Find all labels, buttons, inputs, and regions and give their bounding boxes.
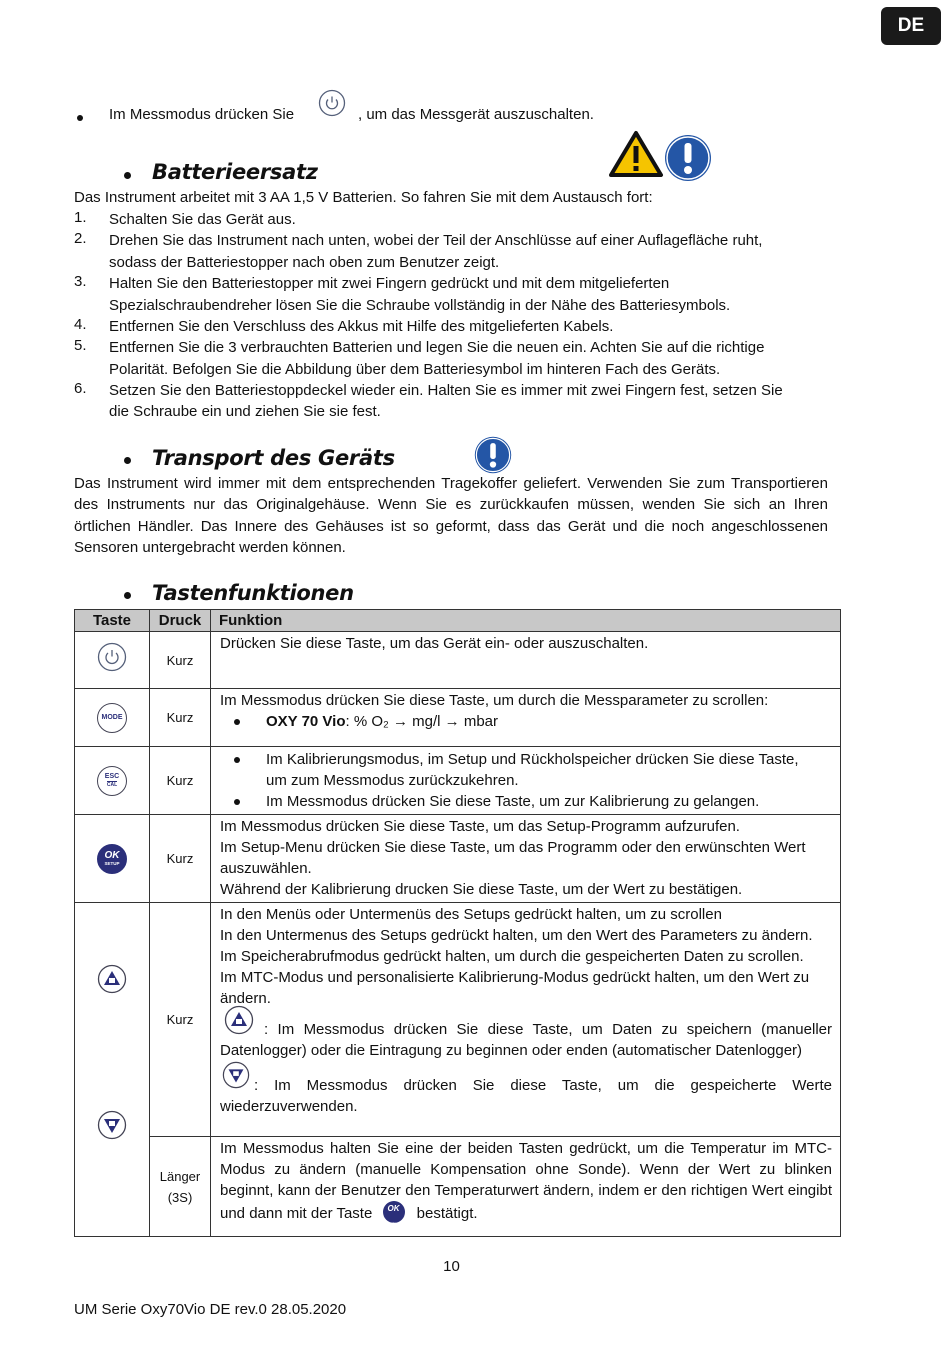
mode-key-icon (97, 703, 127, 733)
intro-text-end: , um das Messgerät auszuschalten. (358, 106, 594, 123)
step-number: 1. (74, 209, 87, 226)
table-row (75, 903, 841, 1137)
key-functions-table (74, 609, 841, 1237)
battery-heading: Batterieersatz (152, 160, 318, 184)
press-type: Länger (159, 1168, 201, 1184)
step-text: die Schraube ein und ziehen Sie sie fest. (109, 403, 381, 420)
function-text: In den Menüs oder Untermenüs des Setups gedrückt halten, um zu scrollen (220, 906, 722, 923)
up-arrow-key-icon (224, 1005, 254, 1035)
table-header-row (75, 610, 841, 632)
step-text: Setzen Sie den Batteriestoppdeckel wieder ein. Halten Sie es immer mit zwei Fingern fest, setzen Sie (109, 382, 783, 399)
parameter-sequence: : % O₂ → mg/l → mbar (345, 713, 499, 730)
up-arrow-key-icon (97, 964, 127, 994)
setup-label: SETUP (386, 1221, 401, 1226)
table-row (75, 689, 841, 747)
bullet (124, 592, 131, 599)
step-text: Spezialschraubendreher lösen Sie die Schraube vollständig in der Nähe des Batteriesymbols. (109, 297, 731, 314)
table-row (75, 747, 841, 815)
col-druck: Druck (150, 610, 211, 632)
function-text: Im Messmodus halten Sie eine der beiden Tasten gedrückt, um die Temperatur im MTC-Modus zu ändern (manuelle Kompensation ohne Sonde). Wenn der Wert zu blinken beginnt, kann der Benutzer den Temperaturwert ändern, indem er den richtigen Wert eingibt und dann mit der Taste (220, 1140, 832, 1222)
step-text: Polarität. Befolgen Sie die Abbildung über dem Batteriesymbol im hinteren Fach des Geräts. (109, 361, 721, 378)
bullet (124, 172, 131, 179)
function-text-up (220, 1019, 832, 1061)
ok-label: OK (387, 1204, 400, 1213)
ok-setup-key-cell (75, 815, 150, 903)
function-text: Im Messmodus drücken Sie diese Taste, um durch die Messparameter zu scrollen: (220, 692, 769, 709)
step-text: Schalten Sie das Gerät aus. (109, 211, 296, 228)
step-number: 4. (74, 316, 87, 333)
step-number: 5. (74, 337, 87, 354)
press-duration: (3S) (167, 1189, 193, 1205)
mode-key-cell (75, 689, 150, 747)
warning-icon (608, 130, 664, 182)
function-cell (211, 815, 841, 903)
function-text: Drücken Sie diese Taste, um das Gerät ein- oder auszuschalten. (211, 632, 841, 689)
function-text: Im Messmodus drücken Sie diese Taste, um das Setup-Programm aufzurufen. (220, 818, 740, 835)
press-type: Kurz (150, 903, 211, 1137)
function-text: Im Kalibrierungsmodus, im Setup und Rückholspeicher drücken Sie diese Taste, (266, 751, 799, 768)
transport-heading: Transport des Geräts (152, 446, 395, 470)
cal-label: CAL (106, 782, 118, 788)
function-bullet (220, 711, 832, 732)
function-cell (211, 1137, 841, 1237)
function-bullet (220, 791, 832, 812)
power-key-cell (75, 632, 150, 689)
esc-cal-key-icon (97, 766, 127, 796)
press-type: Kurz (150, 747, 211, 815)
col-taste: Taste (75, 610, 150, 632)
function-text: bestätigt. (416, 1204, 478, 1222)
function-bullet (220, 749, 832, 770)
press-type-long (150, 1137, 211, 1237)
step-text: Entfernen Sie die 3 verbrauchten Batterien und legen Sie die neuen ein. Achten Sie auf die richtige (109, 339, 765, 356)
function-text: : Im Messmodus drücken Sie diese Taste, um Daten zu speichern (manueller Datenlogger) oder die Eintragung zu beginnen oder enden (automatischer Datenlogger) (220, 1021, 832, 1059)
step-number: 3. (74, 273, 87, 290)
function-text: Im MTC-Modus und personalisierte Kalibrierung-Modus gedrückt halten, um den Wert zu ändern. (220, 969, 810, 1007)
step-text: sodass der Batteriestopper nach oben zum Benutzer zeigt. (109, 254, 500, 271)
function-text: : Im Messmodus drücken Sie diese Taste, um die gespeicherte Werte wiederzuverwenden. (220, 1077, 832, 1115)
setup-label: SETUP (104, 861, 120, 866)
intro-text: Im Messmodus drücken Sie (109, 106, 295, 123)
function-text: Während der Kalibrierung drucken Sie diese Taste, um der Wert zu bestätigen. (220, 881, 743, 898)
function-cell (211, 903, 841, 1137)
function-text: Im Messmodus drücken Sie diese Taste, um zur Kalibrierung zu gelangen. (266, 793, 760, 810)
keys-heading: Tastenfunktionen (152, 581, 354, 605)
bullet (124, 457, 131, 464)
esc-label: ESC (104, 773, 120, 780)
function-text: Im Setup-Menu drücken Sie diese Taste, um das Programm oder den erwünschten Wert auszuwählen. (220, 839, 806, 877)
ok-setup-key-icon (383, 1201, 405, 1226)
down-arrow-key-icon (222, 1061, 250, 1089)
press-type: Kurz (150, 815, 211, 903)
power-key-icon (97, 642, 127, 672)
info-exclamation-icon (474, 436, 512, 478)
mode-key-label: MODE (101, 714, 123, 721)
footer: UM Serie Oxy70Vio DE rev.0 28.05.2020 (74, 1301, 347, 1318)
function-cell (211, 747, 841, 815)
step-text: Drehen Sie das Instrument nach unten, wobei der Teil der Anschlüsse auf einer Auflagefläche ruht, (109, 232, 763, 249)
ok-label: OK (104, 850, 120, 861)
function-cell (211, 689, 841, 747)
power-icon (318, 89, 346, 117)
info-exclamation-icon (664, 134, 712, 186)
step-number: 2. (74, 230, 87, 247)
up-down-key-cell (75, 903, 150, 1237)
table-row (75, 815, 841, 903)
ok-setup-key-icon (97, 844, 127, 874)
function-text: In den Untermenus des Setups gedrückt halten, um den Wert des Parameters zu ändern. (220, 927, 813, 944)
step-number: 6. (74, 380, 87, 397)
bullet (77, 115, 83, 121)
table-row (75, 632, 841, 689)
press-type: Kurz (150, 689, 211, 747)
down-arrow-key-icon (97, 1110, 127, 1140)
battery-intro: Das Instrument arbeitet mit 3 AA 1,5 V Batterien. So fahren Sie mit dem Austausch fort: (74, 189, 653, 206)
step-text: Entfernen Sie den Verschluss des Akkus mit Hilfe des mitgelieferten Kabels. (109, 318, 614, 335)
step-text: Halten Sie den Batteriestopper mit zwei Fingern gedrückt und mit dem mitgelieferten (109, 275, 670, 292)
model-name: OXY 70 Vio (266, 713, 346, 730)
function-text-down (220, 1075, 832, 1117)
table-row (75, 1137, 841, 1237)
function-text: um zum Messmodus zurückzukehren. (266, 772, 519, 789)
esc-cal-key-cell (75, 747, 150, 815)
function-text: Im Speicherabrufmodus gedrückt halten, um durch die gespeicherten Daten zu scrollen. (220, 948, 804, 965)
press-type: Kurz (150, 632, 211, 689)
page-number: 10 (443, 1258, 460, 1275)
transport-text: Das Instrument wird immer mit dem entsprechenden Tragekoffer geliefert. Verwenden Sie zum Transportieren des Instruments nur das Originalgehäuse. Wenn Sie es zurückkaufen müssen, wenden Sie sich an Ihren örtlichen Händler. Das Innere des Gehäuses ist so geformt, dass das Gerät und die noch angeschlossenen Sensoren untergebracht werden können. (74, 475, 828, 556)
col-funktion: Funktion (211, 610, 841, 632)
language-badge: DE (881, 7, 941, 45)
